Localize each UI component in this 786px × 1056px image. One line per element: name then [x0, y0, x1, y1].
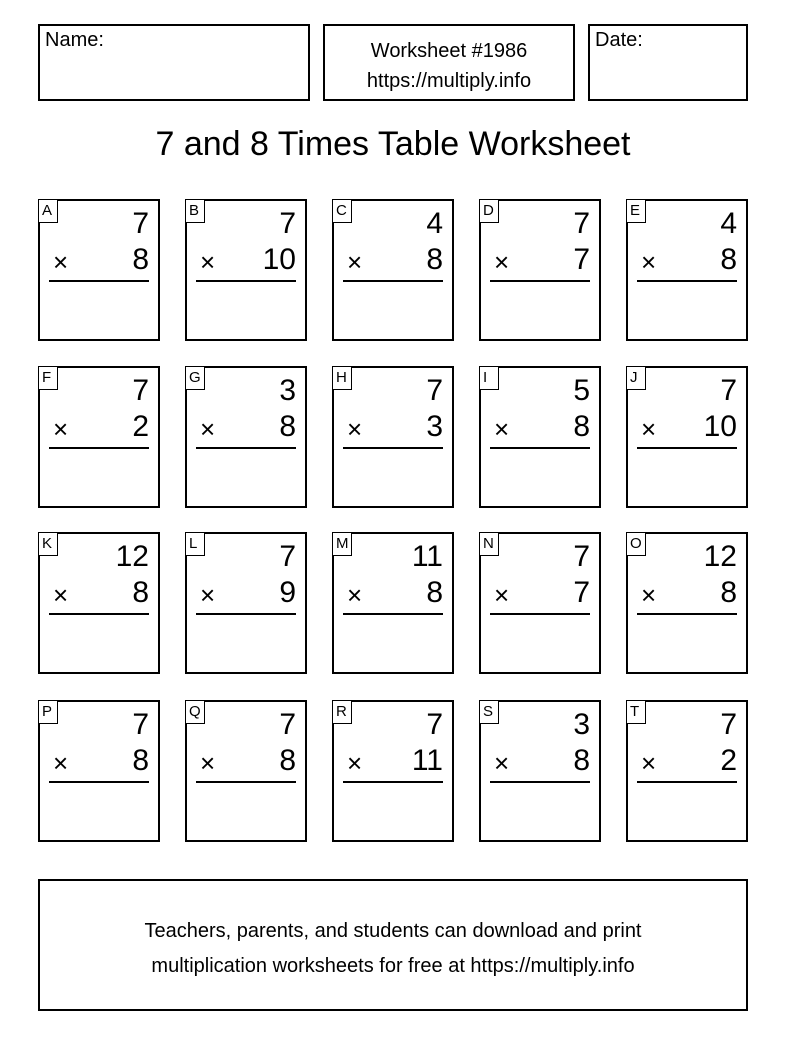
answer-line: [343, 447, 443, 449]
multiplier: 7: [573, 243, 590, 276]
times-sign: ×: [641, 414, 657, 444]
problem-letter: N: [479, 532, 499, 556]
problem-card: [479, 366, 601, 508]
answer-line: [490, 781, 590, 783]
problem-card: [38, 366, 160, 508]
multiplicand: 5: [573, 374, 590, 407]
worksheet-info-box: [323, 24, 575, 101]
multiplier: 8: [426, 243, 443, 276]
name-field[interactable]: [38, 24, 310, 101]
multiplicand: 7: [573, 540, 590, 573]
multiplier: 11: [411, 744, 443, 777]
answer-line: [49, 447, 149, 449]
problem-card: [185, 532, 307, 674]
multiplier: 8: [573, 410, 590, 443]
problem-card: [332, 532, 454, 674]
problem-card: [332, 366, 454, 508]
multiplier: 3: [426, 410, 443, 443]
multiplicand: 7: [132, 708, 149, 741]
problem-letter: T: [626, 700, 646, 724]
multiplier: 8: [132, 744, 149, 777]
website-text: https://multiply.info: [366, 70, 532, 92]
multiplicand: 7: [279, 207, 296, 240]
problem-letter: K: [38, 532, 58, 556]
multiplier: 8: [279, 744, 296, 777]
problem-letter: E: [626, 199, 646, 223]
times-sign: ×: [200, 247, 216, 277]
multiplier: 7: [573, 576, 590, 609]
problem-letter: O: [626, 532, 646, 556]
problem-letter: S: [479, 700, 499, 724]
answer-line: [196, 280, 296, 282]
problem-card: [479, 532, 601, 674]
problem-letter: C: [332, 199, 352, 223]
times-sign: ×: [347, 748, 363, 778]
problem-card: [626, 700, 748, 842]
problem-letter: L: [185, 532, 205, 556]
times-sign: ×: [347, 580, 363, 610]
problem-card: [626, 532, 748, 674]
problem-card: [479, 199, 601, 341]
times-sign: ×: [494, 580, 510, 610]
times-sign: ×: [494, 414, 510, 444]
problem-letter: A: [38, 199, 58, 223]
answer-line: [49, 781, 149, 783]
problem-card: [332, 700, 454, 842]
multiplier: 8: [132, 576, 149, 609]
answer-line: [196, 781, 296, 783]
times-sign: ×: [641, 580, 657, 610]
multiplier: 8: [279, 410, 296, 443]
multiplier: 8: [426, 576, 443, 609]
multiplicand: 7: [279, 540, 296, 573]
date-field[interactable]: [588, 24, 748, 101]
problem-letter: F: [38, 366, 58, 390]
date-label: Date:: [595, 29, 643, 51]
multiplicand: 11: [411, 540, 443, 573]
multiplier: 8: [720, 243, 737, 276]
footer-line-1: Teachers, parents, and students can download and print: [144, 920, 642, 942]
problem-card: [38, 199, 160, 341]
problem-card: [332, 199, 454, 341]
multiplicand: 4: [426, 207, 443, 240]
times-sign: ×: [494, 247, 510, 277]
multiplicand: 12: [703, 540, 737, 573]
footer-box: [38, 879, 748, 1011]
multiplicand: 12: [115, 540, 149, 573]
multiplier: 2: [720, 744, 737, 777]
multiplicand: 7: [720, 708, 737, 741]
problem-card: [38, 700, 160, 842]
times-sign: ×: [347, 414, 363, 444]
answer-line: [343, 781, 443, 783]
times-sign: ×: [347, 247, 363, 277]
problem-card: [626, 366, 748, 508]
footer-line-2: multiplication worksheets for free at https://multiply.info: [151, 955, 635, 977]
multiplicand: 7: [279, 708, 296, 741]
problem-letter: M: [332, 532, 352, 556]
problem-card: [479, 700, 601, 842]
problem-card: [185, 366, 307, 508]
problem-letter: Q: [185, 700, 205, 724]
answer-line: [196, 447, 296, 449]
problem-card: [185, 700, 307, 842]
multiplicand: 7: [573, 207, 590, 240]
multiplicand: 4: [720, 207, 737, 240]
multiplicand: 7: [426, 374, 443, 407]
times-sign: ×: [641, 247, 657, 277]
times-sign: ×: [53, 414, 69, 444]
problem-letter: B: [185, 199, 205, 223]
multiplicand: 3: [279, 374, 296, 407]
multiplicand: 7: [132, 207, 149, 240]
times-sign: ×: [53, 748, 69, 778]
multiplier: 8: [132, 243, 149, 276]
multiplier: 2: [132, 410, 149, 443]
answer-line: [490, 280, 590, 282]
times-sign: ×: [494, 748, 510, 778]
answer-line: [637, 280, 737, 282]
answer-line: [637, 447, 737, 449]
multiplicand: 7: [426, 708, 443, 741]
answer-line: [343, 613, 443, 615]
answer-line: [490, 613, 590, 615]
problem-letter: P: [38, 700, 58, 724]
times-sign: ×: [200, 414, 216, 444]
problem-letter: D: [479, 199, 499, 223]
answer-line: [49, 613, 149, 615]
multiplicand: 7: [720, 374, 737, 407]
answer-line: [343, 280, 443, 282]
answer-line: [196, 613, 296, 615]
problem-letter: I: [479, 366, 499, 390]
multiplicand: 3: [573, 708, 590, 741]
answer-line: [490, 447, 590, 449]
name-label: Name:: [45, 29, 104, 51]
problem-letter: H: [332, 366, 352, 390]
problem-card: [38, 532, 160, 674]
problem-letter: R: [332, 700, 352, 724]
problem-letter: J: [626, 366, 646, 390]
times-sign: ×: [641, 748, 657, 778]
page-title: 7 and 8 Times Table Worksheet: [155, 125, 631, 163]
answer-line: [637, 613, 737, 615]
times-sign: ×: [200, 580, 216, 610]
worksheet-number: Worksheet #1986: [370, 40, 528, 62]
multiplier: 10: [703, 410, 737, 443]
multiplicand: 7: [132, 374, 149, 407]
answer-line: [49, 280, 149, 282]
problem-letter: G: [185, 366, 205, 390]
multiplier: 8: [573, 744, 590, 777]
multiplier: 8: [720, 576, 737, 609]
times-sign: ×: [53, 247, 69, 277]
times-sign: ×: [53, 580, 69, 610]
problem-card: [626, 199, 748, 341]
problem-card: [185, 199, 307, 341]
multiplier: 10: [262, 243, 296, 276]
times-sign: ×: [200, 748, 216, 778]
answer-line: [637, 781, 737, 783]
multiplier: 9: [279, 576, 296, 609]
